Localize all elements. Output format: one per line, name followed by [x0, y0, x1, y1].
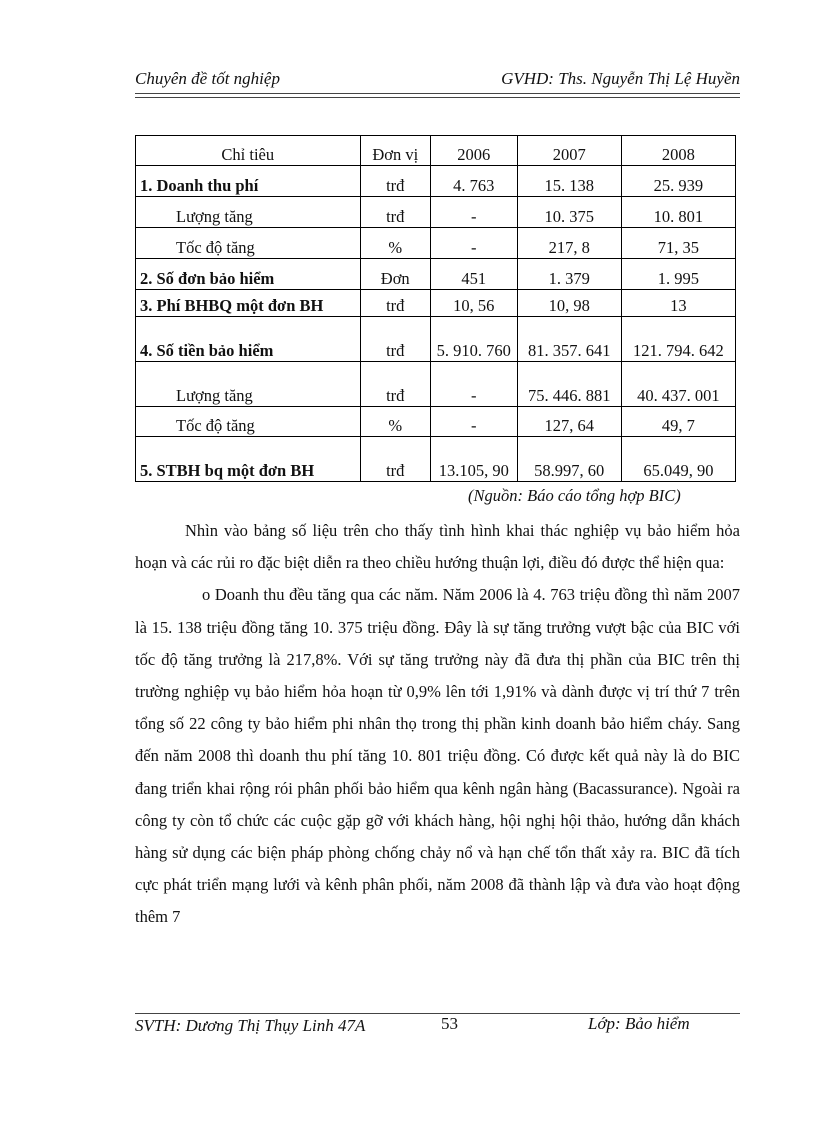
row-label: Lượng tăng: [136, 362, 361, 407]
column-header: 2007: [517, 136, 621, 166]
row-unit: %: [360, 407, 430, 437]
cell-2006: 4. 763: [430, 166, 517, 197]
bullet-marker: o: [202, 585, 211, 605]
row-unit: trđ: [360, 437, 430, 482]
bullet-paragraph: [135, 579, 740, 933]
header-supervisor: GVHD: Ths. Nguyễn Thị Lệ Huyền: [501, 69, 740, 88]
cell-2006: -: [430, 407, 517, 437]
cell-2007: 15. 138: [517, 166, 621, 197]
paragraph: Nhìn vào bảng số liệu trên cho thấy tình hình khai thác nghiệp vụ bảo hiểm hỏa hoạn và các rủi ro đặc biệt diễn ra theo chiều hướng thuận lợi, điều đó được thể hiện qua:: [135, 521, 740, 573]
cell-2006: -: [430, 228, 517, 259]
row-label: Lượng tăng: [136, 197, 361, 228]
footer-student: SVTH: Dương Thị Thụy Linh 47A: [135, 1016, 366, 1035]
row-unit: Đơn: [360, 259, 430, 290]
header-rule: [135, 93, 740, 98]
cell-2008: 71, 35: [621, 228, 735, 259]
row-label: 4. Số tiền bảo hiểm: [136, 317, 361, 362]
cell-2006: -: [430, 197, 517, 228]
cell-2006: 5. 910. 760: [430, 317, 517, 362]
table-row: [136, 259, 736, 290]
table-row: [136, 228, 736, 259]
cell-2008: 65.049, 90: [621, 437, 735, 482]
table-row: [136, 407, 736, 437]
column-header: 2008: [621, 136, 735, 166]
table-row: [136, 362, 736, 407]
row-unit: trđ: [360, 290, 430, 317]
cell-2006: 10, 56: [430, 290, 517, 317]
page-header: [135, 66, 740, 94]
row-label: 2. Số đơn bảo hiểm: [136, 259, 361, 290]
row-label: 3. Phí BHBQ một đơn BH: [136, 290, 361, 317]
row-unit: trđ: [360, 166, 430, 197]
cell-2007: 10, 98: [517, 290, 621, 317]
source-note: (Nguồn: Báo cáo tổng hợp BIC): [468, 486, 681, 505]
column-header: Đơn vị: [360, 136, 430, 166]
cell-2007: 81. 357. 641: [517, 317, 621, 362]
table-row: [136, 290, 736, 317]
row-unit: trđ: [360, 317, 430, 362]
table-row: [136, 317, 736, 362]
row-label: 1. Doanh thu phí: [136, 166, 361, 197]
cell-2006: 451: [430, 259, 517, 290]
cell-2006: -: [430, 362, 517, 407]
row-unit: %: [360, 228, 430, 259]
row-label: Tốc độ tăng: [136, 407, 361, 437]
cell-2008: 49, 7: [621, 407, 735, 437]
cell-2007: 1. 379: [517, 259, 621, 290]
cell-2007: 58.997, 60: [517, 437, 621, 482]
table-header-row: [136, 136, 736, 166]
cell-2006: 13.105, 90: [430, 437, 517, 482]
row-label: 5. STBH bq một đơn BH: [136, 437, 361, 482]
column-header: 2006: [430, 136, 517, 166]
page-number: 53: [441, 1014, 458, 1033]
statistics-table: [135, 135, 736, 482]
cell-2008: 13: [621, 290, 735, 317]
table-row: [136, 437, 736, 482]
table-row: [136, 166, 736, 197]
cell-2008: 10. 801: [621, 197, 735, 228]
footer-class: Lớp: Bảo hiểm: [588, 1014, 690, 1033]
row-label: Tốc độ tăng: [136, 228, 361, 259]
row-unit: trđ: [360, 197, 430, 228]
cell-2007: 127, 64: [517, 407, 621, 437]
paragraph: Doanh thu đều tăng qua các năm. Năm 2006 là 4. 763 triệu đồng thì năm 2007 là 15. 138 triệu đồng tăng 10. 375 triệu đồng. Đây là sự tăng trưởng vượt bậc của BIC với tốc độ tăng trưởng là 217,8%. Với sự tăng trưởng này đã đưa thị phần của BIC trên thị trường nghiệp vụ bảo hiểm hỏa hoạn từ 0,9% lên tới 1,91% và dành được vị trí thứ 7 trên tổng số 22 công ty bảo hiểm phi nhân thọ trong thị phần kinh doanh bảo hiểm cháy. Sang đến năm 2008 thì doanh thu phí tăng 10. 801 triệu đồng. Có được kết quả này là do BIC đang triển khai rộng rói phân phối bảo hiểm qua kênh ngân hàng (Bacassurance). Ngoài ra công ty còn tổ chức các cuộc gặp gỡ với khách hàng, hội nghị hội thảo, hướng dẫn khách hàng sử dụng các biện pháp phòng chống chảy nổ và hạn chế tổn thất xảy ra. BIC đã tích cực phát triển mạng lưới và kênh phân phối, năm 2008 đã thành lập và đưa vào hoạt động thêm 7: [135, 585, 740, 927]
cell-2007: 217, 8: [517, 228, 621, 259]
table-row: [136, 197, 736, 228]
cell-2008: 121. 794. 642: [621, 317, 735, 362]
cell-2008: 25. 939: [621, 166, 735, 197]
cell-2008: 40. 437. 001: [621, 362, 735, 407]
row-unit: trđ: [360, 362, 430, 407]
cell-2007: 75. 446. 881: [517, 362, 621, 407]
cell-2008: 1. 995: [621, 259, 735, 290]
body-text: [135, 515, 740, 934]
column-header: Chỉ tiêu: [136, 136, 361, 166]
cell-2007: 10. 375: [517, 197, 621, 228]
header-title: Chuyên đề tốt nghiệp: [135, 69, 280, 88]
